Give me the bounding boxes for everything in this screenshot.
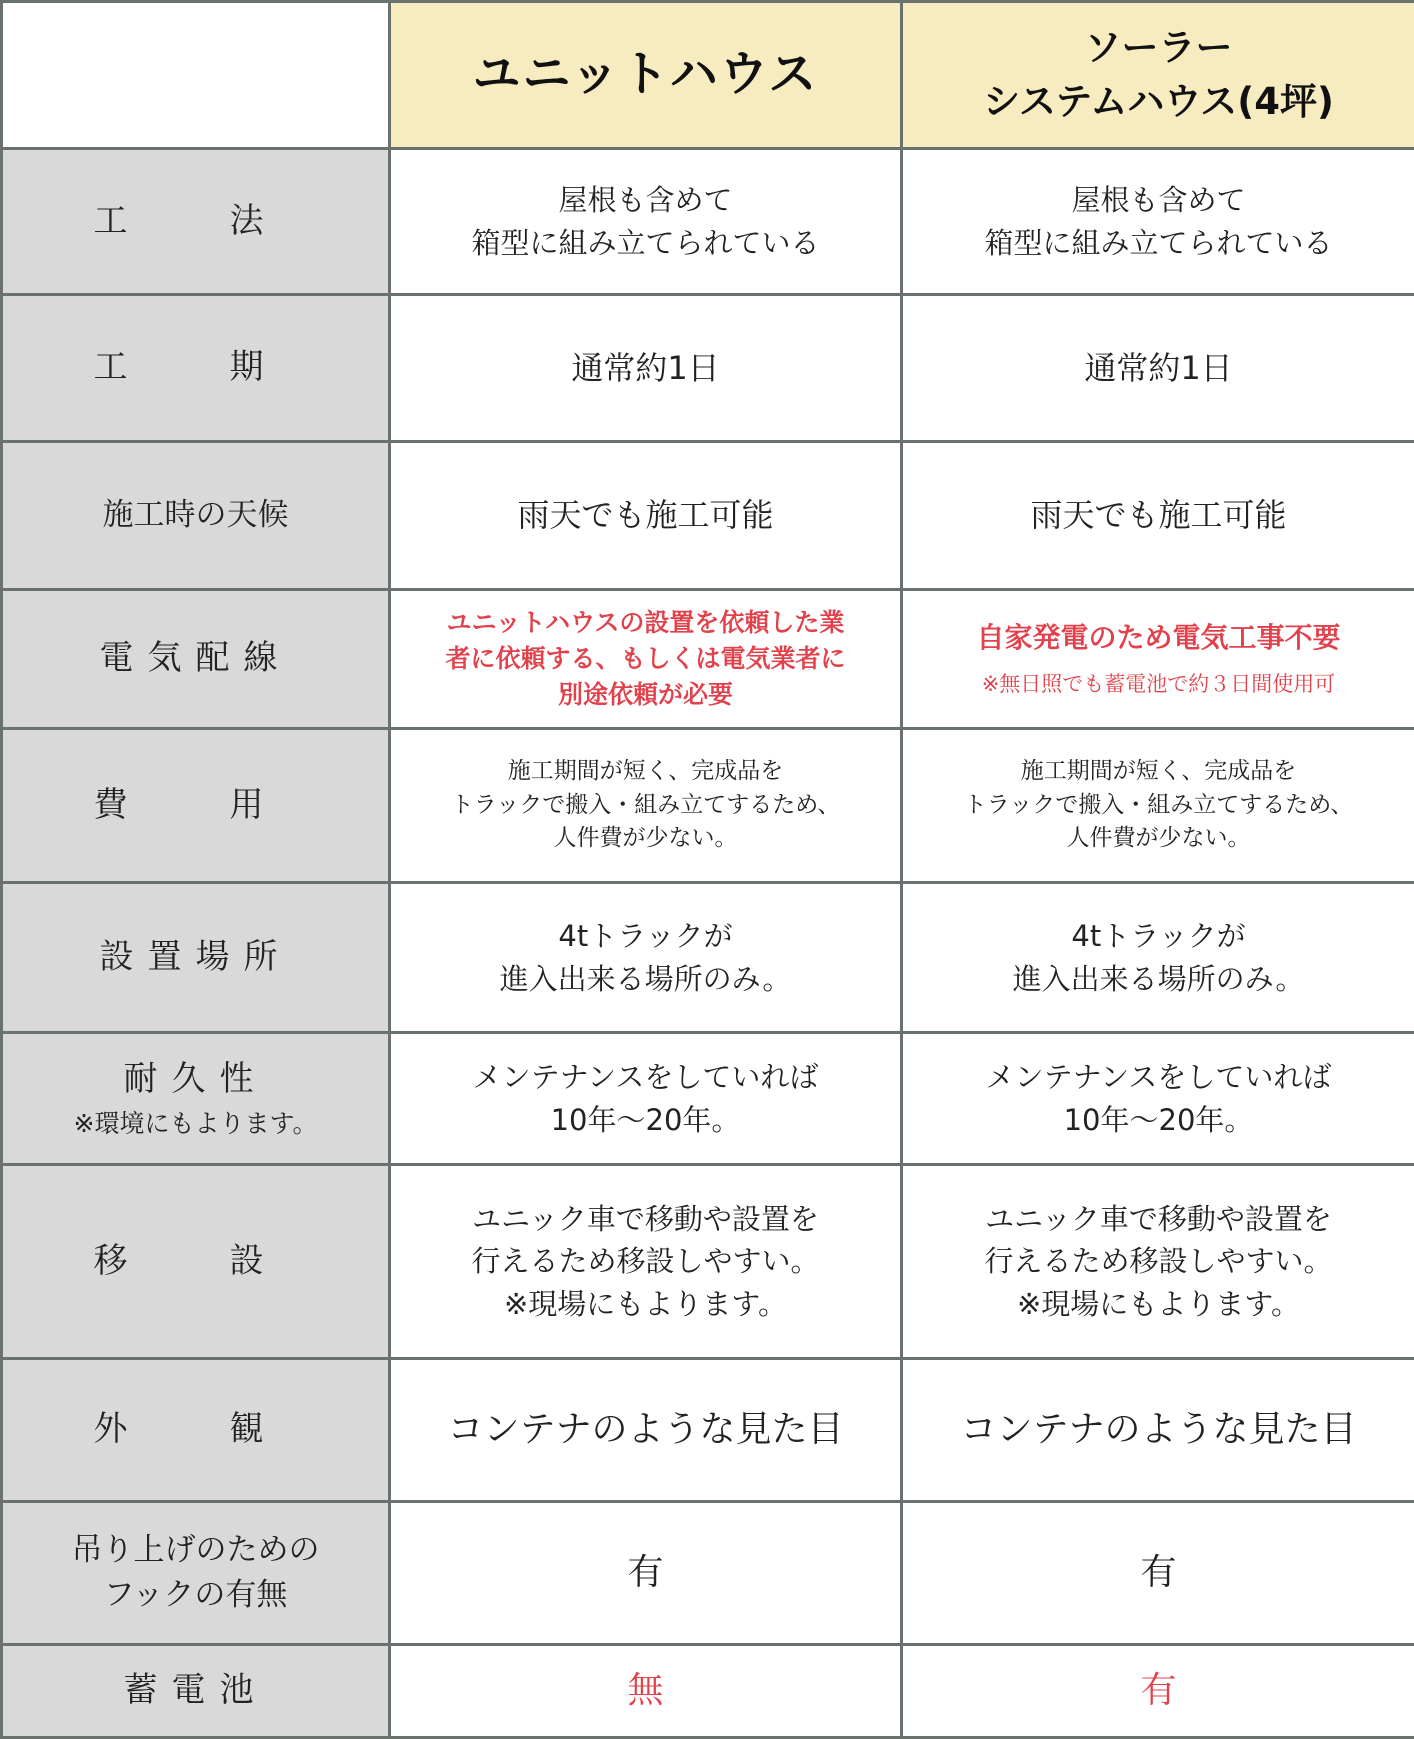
cell-solar-house: [902, 590, 1414, 729]
cell-unit-house: [390, 1165, 902, 1359]
cell-line: 施工期間が短く、完成品を: [507, 758, 784, 785]
cell-line: ユニック車で移動や設置を: [985, 1202, 1332, 1237]
cell-line: 施工期間が短く、完成品を: [1020, 758, 1297, 785]
table-row-installation-site: [2, 883, 1414, 1033]
cell-line: 人件費が少ない。: [1066, 825, 1251, 852]
cell-line: 10年〜20年。: [1063, 1102, 1254, 1137]
cell-unit-house: コンテナのような見た目: [390, 1359, 902, 1502]
row-label: 工 期: [2, 295, 390, 442]
cell-line: 自家発電のため電気工事不要: [976, 621, 1341, 655]
row-label: 蓄電池: [2, 1645, 390, 1738]
cell-line: ※現場にもよります。: [504, 1286, 787, 1321]
row-label: 電気配線: [2, 590, 390, 729]
cell-solar-house: [902, 1033, 1414, 1165]
table-row-electrical-wiring: [2, 590, 1414, 729]
product-header-unit-house: ユニットハウス: [390, 2, 902, 149]
cell-line: ※現場にもよります。: [1017, 1286, 1300, 1321]
cell-line: 箱型に組み立てられている: [471, 225, 820, 260]
cell-unit-house: [390, 729, 902, 883]
cell-unit-house: [390, 883, 902, 1033]
cell-line: メンテナンスをしていれば: [985, 1060, 1332, 1095]
corner-cell: [2, 2, 390, 149]
row-label: [2, 1502, 390, 1645]
row-label: 施工時の天候: [2, 442, 390, 590]
row-label: [2, 1033, 390, 1165]
cell-solar-house: [902, 149, 1414, 295]
row-label-text: 耐久性: [123, 1058, 268, 1099]
table-row-construction-method: [2, 149, 1414, 295]
cell-line: 進入出来る場所のみ。: [1012, 961, 1305, 996]
cell-unit-house: [390, 590, 902, 729]
cell-solar-house: 雨天でも施工可能: [902, 442, 1414, 590]
row-label-note: ※環境にもよります。: [73, 1109, 318, 1139]
cell-line: 人件費が少ない。: [553, 825, 738, 852]
table-row-construction-period: [2, 295, 1414, 442]
cell-line: ユニットハウスの設置を依頼した業: [446, 607, 845, 637]
table-row-relocation: [2, 1165, 1414, 1359]
cell-unit-house: 通常約1日: [390, 295, 902, 442]
cell-line: 箱型に組み立てられている: [984, 225, 1333, 260]
cell-line: 4tトラックが: [558, 919, 733, 954]
row-label: 費 用: [2, 729, 390, 883]
cell-unit-house: 雨天でも施工可能: [390, 442, 902, 590]
cell-unit-house: 有: [390, 1502, 902, 1645]
cell-solar-house: [902, 883, 1414, 1033]
cell-solar-house: 有: [902, 1645, 1414, 1738]
table-row-appearance: [2, 1359, 1414, 1502]
row-label: 設置場所: [2, 883, 390, 1033]
cell-note: ※無日照でも蓄電池で約３日間使用可: [981, 672, 1336, 697]
cell-line: トラックで搬入・組み立てするため、: [450, 791, 841, 818]
cell-line: 屋根も含めて: [558, 183, 733, 218]
cell-solar-house: [902, 729, 1414, 883]
cell-unit-house: [390, 1033, 902, 1165]
product2-title-line1: ソーラー: [1084, 26, 1233, 70]
product2-title-line2: システムハウス(4坪): [983, 80, 1334, 123]
row-label-line: フックの有無: [103, 1577, 288, 1613]
cell-line: 4tトラックが: [1071, 919, 1246, 954]
cell-unit-house: 無: [390, 1645, 902, 1738]
table-row-weather: [2, 442, 1414, 590]
table-row-storage-battery: [2, 1645, 1414, 1738]
header-row: [2, 2, 1414, 149]
cell-line: 行えるため移設しやすい。: [984, 1244, 1333, 1279]
cell-line: 進入出来る場所のみ。: [499, 961, 792, 996]
row-label: 移 設: [2, 1165, 390, 1359]
table-row-lifting-hook: [2, 1502, 1414, 1645]
row-label: 工 法: [2, 149, 390, 295]
cell-line: 者に依頼する、もしくは電気業者に: [445, 643, 846, 673]
cell-line: メンテナンスをしていれば: [472, 1060, 819, 1095]
cell-solar-house: コンテナのような見た目: [902, 1359, 1414, 1502]
cell-line: ユニック車で移動や設置を: [472, 1202, 819, 1237]
row-label-line: 吊り上げのための: [71, 1532, 320, 1569]
table-row-cost: [2, 729, 1414, 883]
cell-solar-house: 有: [902, 1502, 1414, 1645]
cell-solar-house: [902, 1165, 1414, 1359]
cell-solar-house: 通常約1日: [902, 295, 1414, 442]
cell-line: 屋根も含めて: [1071, 183, 1246, 218]
cell-line: 行えるため移設しやすい。: [471, 1244, 820, 1279]
cell-line: 別途依頼が必要: [557, 680, 733, 710]
row-label: 外 観: [2, 1359, 390, 1502]
cell-line: トラックで搬入・組み立てするため、: [963, 791, 1354, 818]
product-header-solar-system-house: [902, 2, 1414, 149]
cell-unit-house: [390, 149, 902, 295]
cell-line: 10年〜20年。: [550, 1102, 741, 1137]
table-row-durability: [2, 1033, 1414, 1165]
